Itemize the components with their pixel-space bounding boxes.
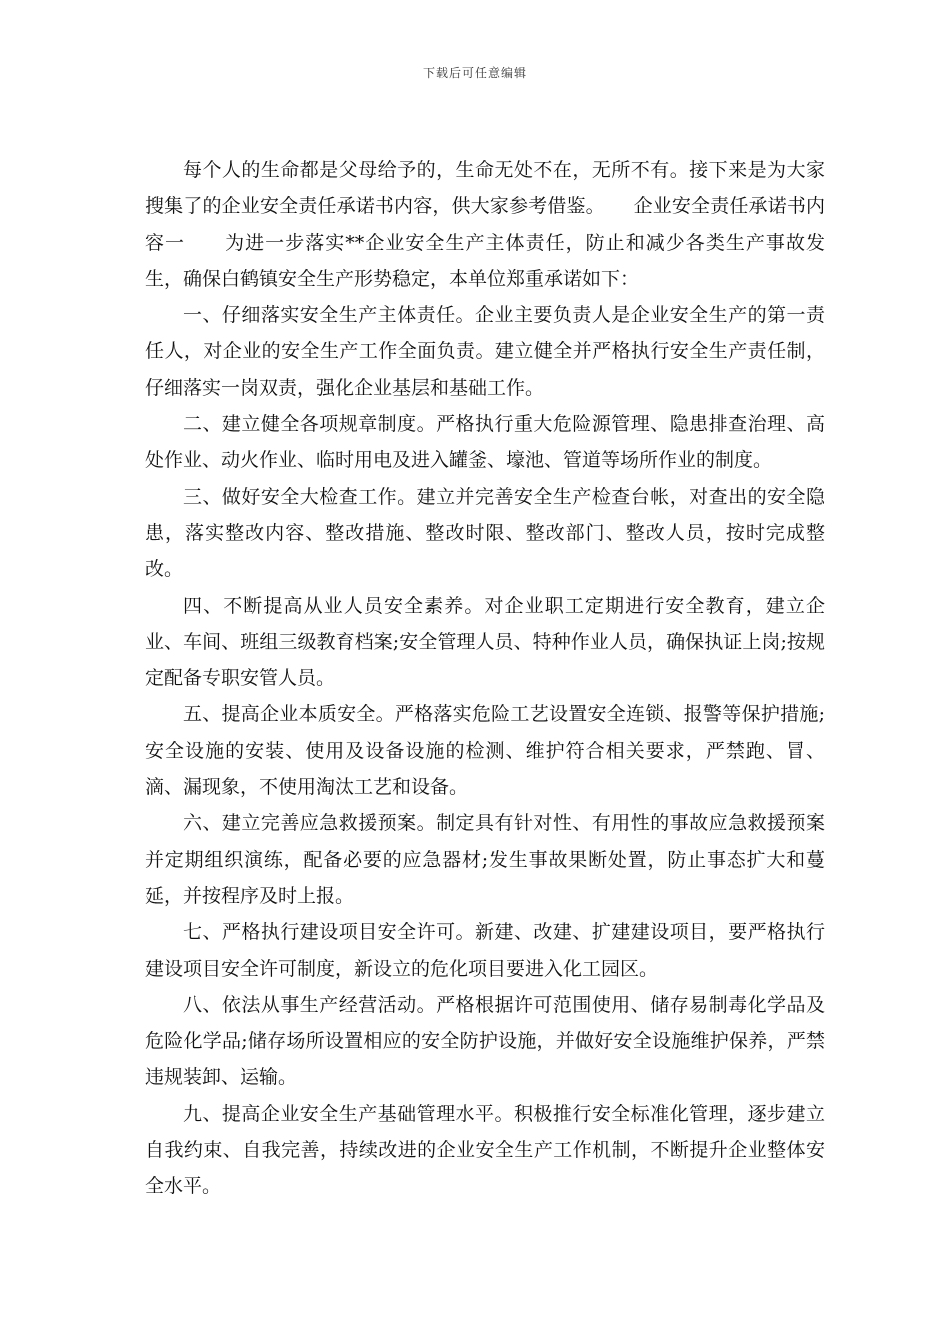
paragraph-item-5: 五、提高企业本质安全。严格落实危险工艺设置安全连锁、报警等保护措施;安全设施的安装、使用及设备设施的检测、维护符合相关要求，严禁跑、冒、滴、漏现象，不使用淘汰工艺和设备。 [145,703,825,799]
paragraph-item-7: 七、严格执行建设项目安全许可。新建、改建、扩建建设项目，要严格执行建设项目安全许可制度，新设立的危化项目要进入化工园区。 [145,921,825,980]
paragraph-item-4: 四、不断提高从业人员安全素养。对企业职工定期进行安全教育，建立企业、车间、班组三级教育档案;安全管理人员、特种作业人员，确保执证上岗;按规定配备专职安管人员。 [145,594,825,690]
paragraph-intro: 每个人的生命都是父母给予的，生命无处不在，无所不有。接下来是为大家搜集了的企业安全责任承诺书内容，供大家参考借鉴。 企业安全责任承诺书内容一 为进一步落实**企业安全生产主体责任，防止和减少各类生产事故发生，确保白鹤镇安全生产形势稳定，本单位郑重承诺如下： [145,159,825,290]
document-body [145,152,825,1205]
paragraph-item-8: 八、依法从事生产经营活动。严格根据许可范围使用、储存易制毒化学品及危险化学品;储存场所设置相应的安全防护设施，并做好安全设施维护保养，严禁违规装卸、运输。 [145,993,825,1089]
paragraph-item-3: 三、做好安全大检查工作。建立并完善安全生产检查台帐，对查出的安全隐患，落实整改内容、整改措施、整改时限、整改部门、整改人员，按时完成整改。 [145,485,825,581]
paragraph-item-1: 一、仔细落实安全生产主体责任。企业主要负责人是企业安全生产的第一责任人，对企业的安全生产工作全面负责。建立健全并严格执行安全生产责任制，仔细落实一岗双责，强化企业基层和基础工作。 [145,304,825,399]
paragraph-item-6: 六、建立完善应急救援预案。制定具有针对性、有用性的事故应急救援预案并定期组织演练，配备必要的应急器材;发生事故果断处置，防止事态扩大和蔓延，并按程序及时上报。 [145,812,825,907]
paragraph-item-9: 九、提高企业安全生产基础管理水平。积极推行安全标准化管理，逐步建立自我约束、自我完善，持续改进的企业安全生产工作机制，不断提升企业整体安全水平。 [145,1102,825,1198]
page-header: 下载后可任意编辑 [422,66,527,80]
paragraph-item-2: 二、建立健全各项规章制度。严格执行重大危险源管理、隐患排查治理、高处作业、动火作业、临时用电及进入罐釜、壕池、管道等场所作业的制度。 [145,413,825,472]
